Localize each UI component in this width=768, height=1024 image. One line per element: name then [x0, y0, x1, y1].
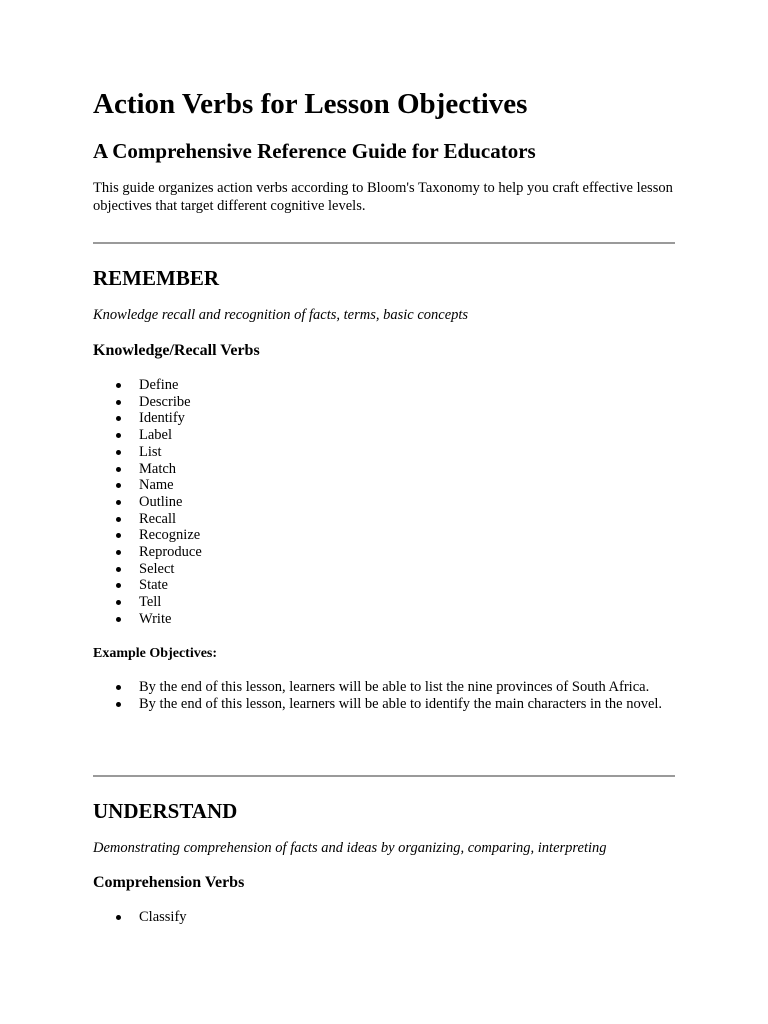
verb-item: Match: [139, 461, 202, 478]
section-heading: REMEMBER: [93, 266, 219, 290]
section-description: Knowledge recall and recognition of facts, terms, basic concepts: [93, 307, 469, 323]
verb-item: Select: [139, 561, 202, 578]
verb-item: Write: [139, 611, 202, 628]
examples-heading: Example Objectives:: [93, 646, 218, 661]
verb-item: State: [139, 577, 202, 594]
verb-item: Tell: [139, 594, 202, 611]
section-description: Demonstrating comprehension of facts and ideas by organizing, comparing, interpreting: [93, 840, 607, 856]
verb-list: [93, 377, 202, 628]
verb-item: Identify: [139, 410, 202, 427]
verb-list: [93, 909, 187, 926]
document-title: Action Verbs for Lesson Objectives: [93, 88, 528, 120]
verb-item: Recognize: [139, 527, 201, 544]
verb-item: Reproduce: [139, 544, 202, 561]
verb-item: Classify: [139, 909, 187, 925]
example-list: [93, 679, 675, 712]
verb-item: Recall: [139, 511, 202, 528]
verb-item: Name: [139, 477, 202, 494]
document-subtitle: A Comprehensive Reference Guide for Educators: [93, 139, 536, 163]
verbs-heading: Comprehension Verbs: [93, 874, 245, 891]
section-divider: [93, 775, 675, 777]
verbs-heading: Knowledge/Recall Verbs: [93, 342, 260, 359]
verb-item: List: [139, 444, 202, 461]
verb-item: Outline: [139, 494, 202, 511]
section-heading: UNDERSTAND: [93, 799, 238, 823]
section-divider: [93, 242, 675, 244]
verb-item: Label: [139, 427, 202, 444]
verb-item: Define: [139, 377, 202, 394]
example-item: By the end of this lesson, learners will be able to list the nine provinces of South Africa.: [139, 679, 675, 696]
example-item: By the end of this lesson, learners will be able to identify the main characters in the novel.: [139, 696, 675, 713]
intro-paragraph: This guide organizes action verbs according to Bloom's Taxonomy to help you craft effective lesson objectives that target different cognitive levels.: [93, 180, 673, 214]
verb-item: Describe: [139, 394, 202, 411]
